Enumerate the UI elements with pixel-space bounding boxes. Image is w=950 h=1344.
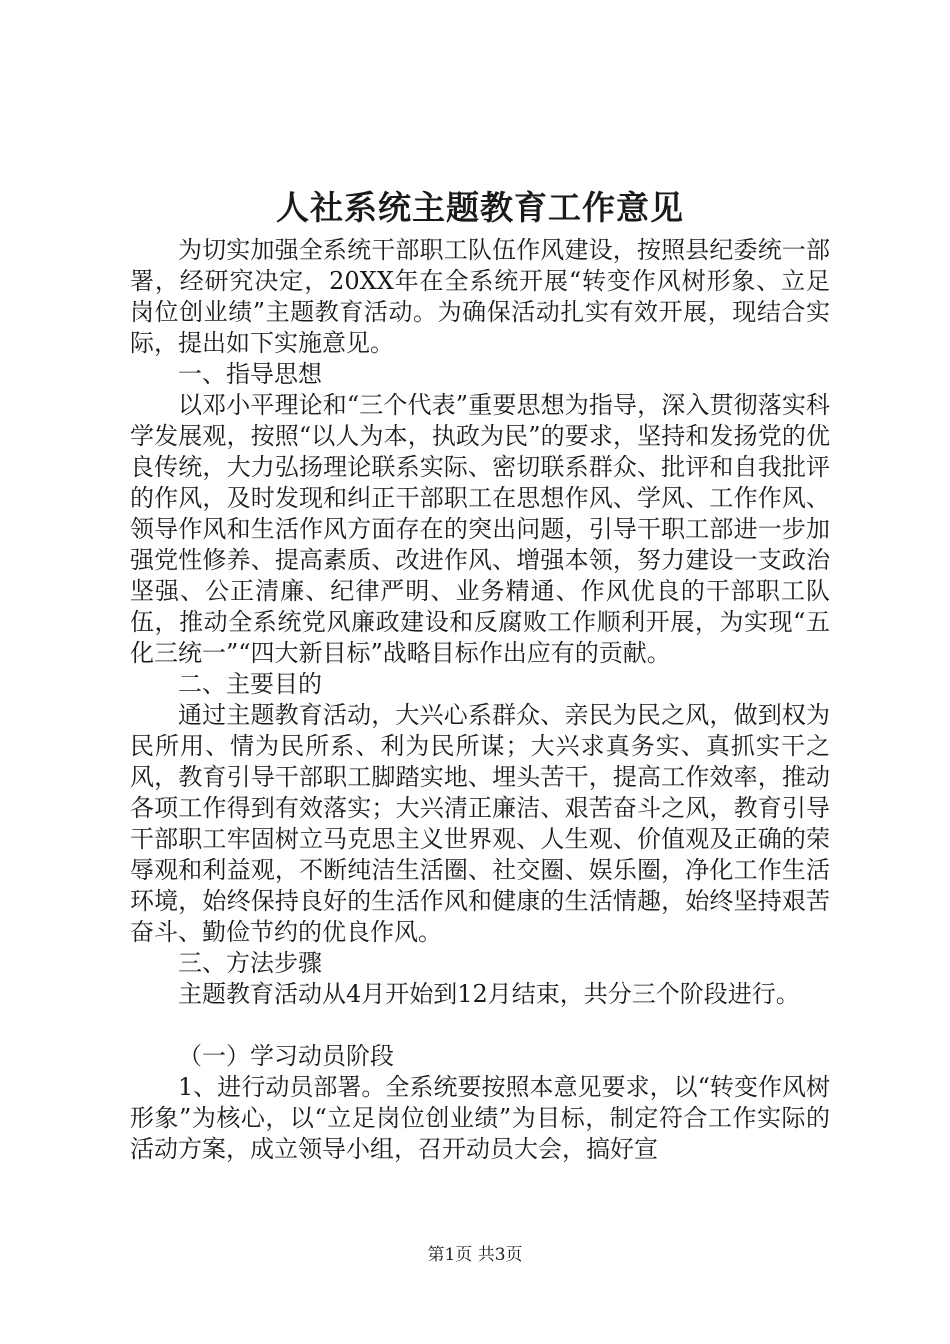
subsection-heading-study-mobilization: （一）学习动员阶段 xyxy=(178,1042,394,1070)
methods-steps-paragraph: 主题教育活动从4月开始到12月结束，共分三个阶段进行。 xyxy=(178,980,800,1008)
section-heading-guiding-ideology: 一、指导思想 xyxy=(178,360,322,388)
main-purpose-paragraph: 通过主题教育活动，大兴心系群众、亲民为民之风，做到权为民所用、情为民所系、利为民所谋；大兴求真务实、真抓实干之风，教育引导干部职工脚踏实地、埋头苦干，提高工作效率，推动各项工作得到有效落实；大兴清正廉洁、艰苦奋斗之风，教育引导干部职工牢固树立马克思主义世界观、人生观、价值观及正确的荣辱观和利益观，不断纯洁生活圈、社交圈、娱乐圈，净化工作生活环境，始终保持良好的生活作风和健康的生活情趣，始终坚持艰苦奋斗、勤俭节约的优良作风。 xyxy=(130,701,830,946)
document-body xyxy=(130,185,830,1165)
document-title: 人社系统主题教育工作意见 xyxy=(276,188,684,227)
mobilization-paragraph: 1、进行动员部署。全系统要按照本意见要求，以“转变作风树形象”为核心，以“立足岗位创业绩”为目标，制定符合工作实际的活动方案，成立领导小组，召开动员大会，搞好宣 xyxy=(130,1073,830,1163)
guiding-ideology-paragraph: 以邓小平理论和“三个代表”重要思想为指导，深入贯彻落实科学发展观，按照“以人为本，执政为民”的要求，坚持和发扬党的优良传统，大力弘扬理论联系实际、密切联系群众、批评和自我批评的作风，及时发现和纠正干部职工在思想作风、学风、工作作风、领导作风和生活作风方面存在的突出问题，引导干职工部进一步加强党性修养、提高素质、改进作风、增强本领，努力建设一支政治坚强、公正清廉、纪律严明、业务精通、作风优良的干部职工队伍，推动全系统党风廉政建设和反腐败工作顺利开展，为实现“五化三统一”“四大新目标”战略目标作出应有的贡献。 xyxy=(130,391,830,667)
section-heading-methods-steps: 三、方法步骤 xyxy=(178,949,322,977)
section-heading-main-purpose: 二、主要目的 xyxy=(178,670,322,698)
intro-paragraph: 为切实加强全系统干部职工队伍作风建设，按照县纪委统一部署，经研究决定，20XX年在全系统开展“转变作风树形象、立足岗位创业绩”主题教育活动。为确保活动扎实有效开展，现结合实际，提出如下实施意见。 xyxy=(130,236,830,357)
page-number-footer: 第1页 共3页 xyxy=(427,1245,523,1265)
